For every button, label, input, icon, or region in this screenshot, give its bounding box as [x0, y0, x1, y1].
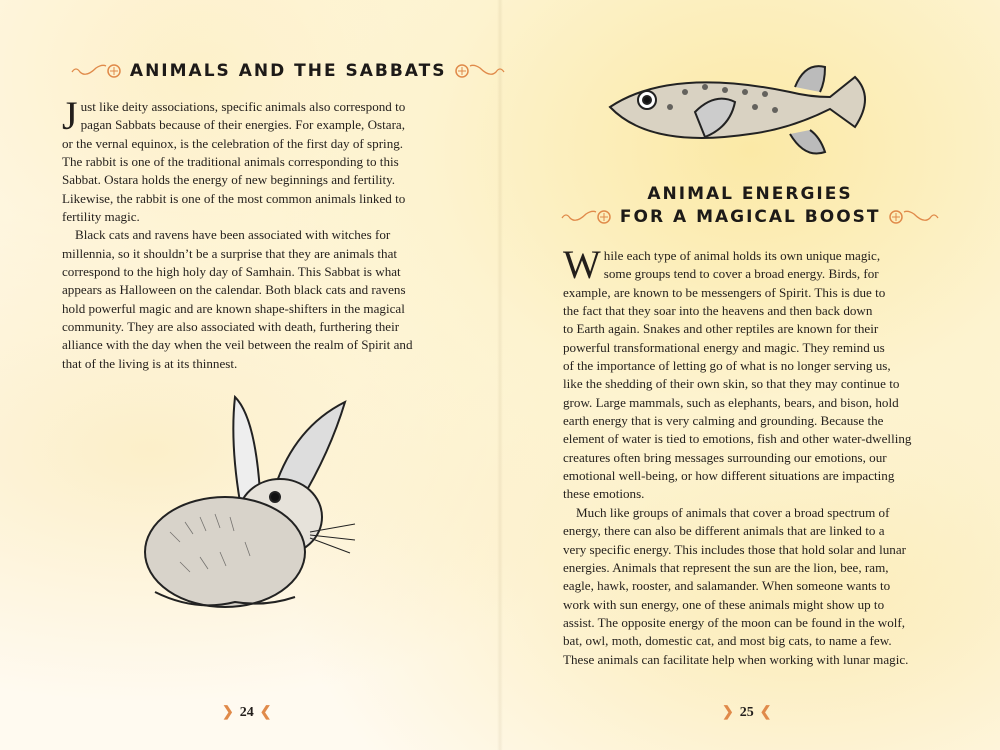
text-line: These animals can facilitate help when working with lunar magic. [563, 651, 909, 667]
text-line: Black cats and ravens have been associated with witches for [75, 227, 391, 243]
right-page [500, 0, 1000, 750]
text-line: creatures often bring messages surrounding our emotions, our [563, 449, 887, 465]
text-line: bat, owl, moth, domestic cat, and most big cats, to name a few. [563, 633, 892, 649]
right-heading-line2 [560, 206, 940, 228]
text-line: grow. Large mammals, such as elephants, bears, and bison, hold [563, 394, 899, 410]
text-line: community. They are also associated with death, furthering their [62, 319, 400, 335]
text-line: like the shedding of their own skin, so that they may continue to [563, 376, 900, 392]
text-line: fertility magic. [62, 209, 140, 225]
text-line: pagan Sabbats because of their energies. For example, Ostara, [80, 117, 406, 133]
right-flourish-ornament-icon [888, 206, 940, 228]
left-body-text [62, 93, 442, 373]
text-line: work with sun energy, one of these animals might show up to [563, 596, 885, 612]
page-number-left [222, 704, 271, 721]
page-number: 25 [739, 704, 754, 720]
text-line: energies. Animals that represent the sun are the lion, bee, ram, [563, 559, 889, 575]
page-ornament-icon: ❯ [222, 705, 234, 720]
text-line: hold powerful magic and are known shape-shifters in the magical [62, 300, 405, 316]
text-line: example, are known to be messengers of Spirit. This is due to [563, 284, 886, 300]
heading-text: FOR A MAGICAL BOOST [619, 207, 881, 227]
page-ornament-icon: ❯ [722, 705, 734, 720]
right-body-text [563, 242, 943, 669]
left-heading [70, 60, 447, 82]
text-line: powerful transformational energy and magic. They remind us [563, 339, 885, 355]
drop-cap: J [62, 93, 78, 138]
text-line: energy, there can also be different animals that are linked to a [563, 523, 885, 539]
rabbit-illustration [140, 392, 360, 622]
heading-text: ANIMALS AND THE SABBATS [129, 61, 447, 81]
text-line: Sabbat. Ostara holds the energy of new beginnings and fertility. [62, 172, 396, 188]
pufferfish-illustration [605, 62, 915, 167]
left-flourish-ornament-icon [70, 60, 122, 82]
text-line: these emotions. [563, 486, 645, 502]
text-line: correspond to the high holy day of Samhain. This Sabbat is what [62, 264, 401, 280]
text-line: alliance with the day when the veil between the realm of Spirit and [62, 337, 413, 353]
text-line: the fact that they soar into the heavens and then back down [563, 303, 873, 319]
page-number: 24 [239, 704, 254, 720]
left-flourish-ornament-icon [560, 206, 612, 228]
text-line: some groups tend to cover a broad energy. Birds, for [603, 266, 879, 282]
text-line: Much like groups of animals that cover a broad spectrum of [576, 504, 890, 520]
page-ornament-icon: ❮ [759, 705, 772, 720]
text-line: that of the living is at its thinnest. [62, 355, 238, 371]
text-line: hile each type of animal holds its own unique magic, [603, 248, 881, 263]
page-number-right [722, 704, 771, 721]
text-line: to Earth again. Snakes and other reptiles are known for their [563, 321, 879, 337]
text-line: assist. The opposite energy of the moon can be found in the wolf, [563, 614, 906, 630]
text-line: ust like deity associations, specific animals also correspond to [80, 99, 406, 114]
text-line: of the importance of letting go of what is no longer serving us, [563, 358, 891, 374]
text-line: element of water is tied to emotions, fish and other water-dwelling [563, 431, 912, 447]
text-line: eagle, hawk, rooster, and salamander. When someone wants to [563, 578, 891, 594]
right-flourish-ornament-icon [454, 60, 506, 82]
text-line: or the vernal equinox, is the celebration of the first day of spring. [62, 135, 404, 151]
text-line: very specific energy. This includes those that hold solar and lunar [563, 541, 907, 557]
text-line: millennia, so it shouldn’t be a surprise that they are animals that [62, 245, 398, 261]
right-heading-line1: ANIMAL ENERGIES [647, 184, 853, 204]
text-line: earth energy that is very calming and grounding. Because the [563, 413, 884, 429]
text-line: The rabbit is one of the traditional animals corresponding to this [62, 154, 399, 170]
drop-cap: W [563, 242, 601, 287]
page-ornament-icon: ❮ [259, 705, 272, 720]
text-line: appears as Halloween on the calendar. Both black cats and ravens [62, 282, 406, 298]
text-line: Likewise, the rabbit is one of the most common animals linked to [62, 190, 406, 206]
text-line: emotional well-being, or how different situations are impacting [563, 468, 895, 484]
